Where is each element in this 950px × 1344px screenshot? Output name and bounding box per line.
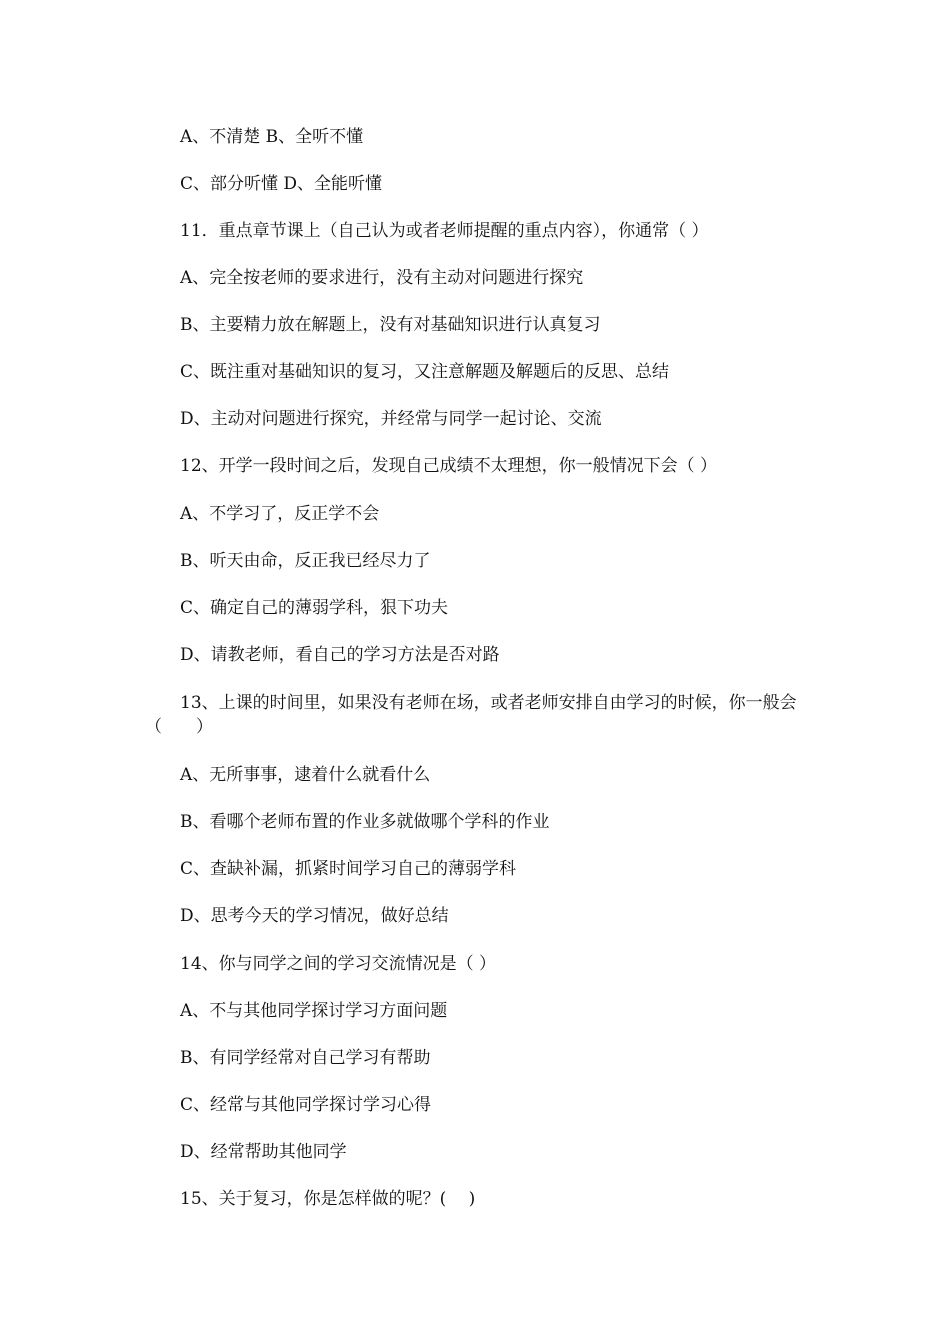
- option-line: A、不学习了，反正学不会: [180, 504, 380, 524]
- option-line: A、不与其他同学探讨学习方面问题: [180, 1001, 448, 1021]
- question-12: 12、开学一段时间之后，发现自己成绩不太理想，你一般情况下会（ ）: [180, 456, 718, 476]
- option-line: A、不清楚 B、全听不懂: [180, 127, 364, 147]
- option-line: A、完全按老师的要求进行，没有主动对问题进行探究: [180, 268, 584, 288]
- question-15: 15、关于复习，你是怎样做的呢？( ): [180, 1189, 476, 1209]
- option-line: A、无所事事，逮着什么就看什么: [180, 765, 431, 785]
- option-line: B、听天由命，反正我已经尽力了: [180, 551, 431, 571]
- option-line: B、有同学经常对自己学习有帮助: [180, 1048, 431, 1068]
- option-line: D、主动对问题进行探究，并经常与同学一起讨论、交流: [180, 409, 602, 429]
- option-line: C、查缺补漏，抓紧时间学习自己的薄弱学科: [180, 859, 517, 879]
- option-line: B、主要精力放在解题上，没有对基础知识进行认真复习: [180, 315, 601, 335]
- option-line: C、部分听懂 D、全能听懂: [180, 174, 383, 194]
- option-line: C、经常与其他同学探讨学习心得: [180, 1095, 432, 1115]
- option-line: C、确定自己的薄弱学科，狠下功夫: [180, 598, 449, 618]
- question-14: 14、你与同学之间的学习交流情况是（ ）: [180, 954, 497, 974]
- option-line: D、请教老师，看自己的学习方法是否对路: [180, 645, 500, 665]
- option-line: D、思考今天的学习情况，做好总结: [180, 906, 449, 926]
- question-13: 13、上课的时间里，如果没有老师在场，或者老师安排自由学习的时候，你一般会（ ）: [145, 693, 797, 737]
- option-line: C、既注重对基础知识的复习，又注意解题及解题后的反思、总结: [180, 362, 670, 382]
- option-line: B、看哪个老师布置的作业多就做哪个学科的作业: [180, 812, 550, 832]
- question-11: 11．重点章节课上（自己认为或者老师提醒的重点内容），你通常（ ）: [180, 221, 709, 241]
- option-line: D、经常帮助其他同学: [180, 1142, 347, 1162]
